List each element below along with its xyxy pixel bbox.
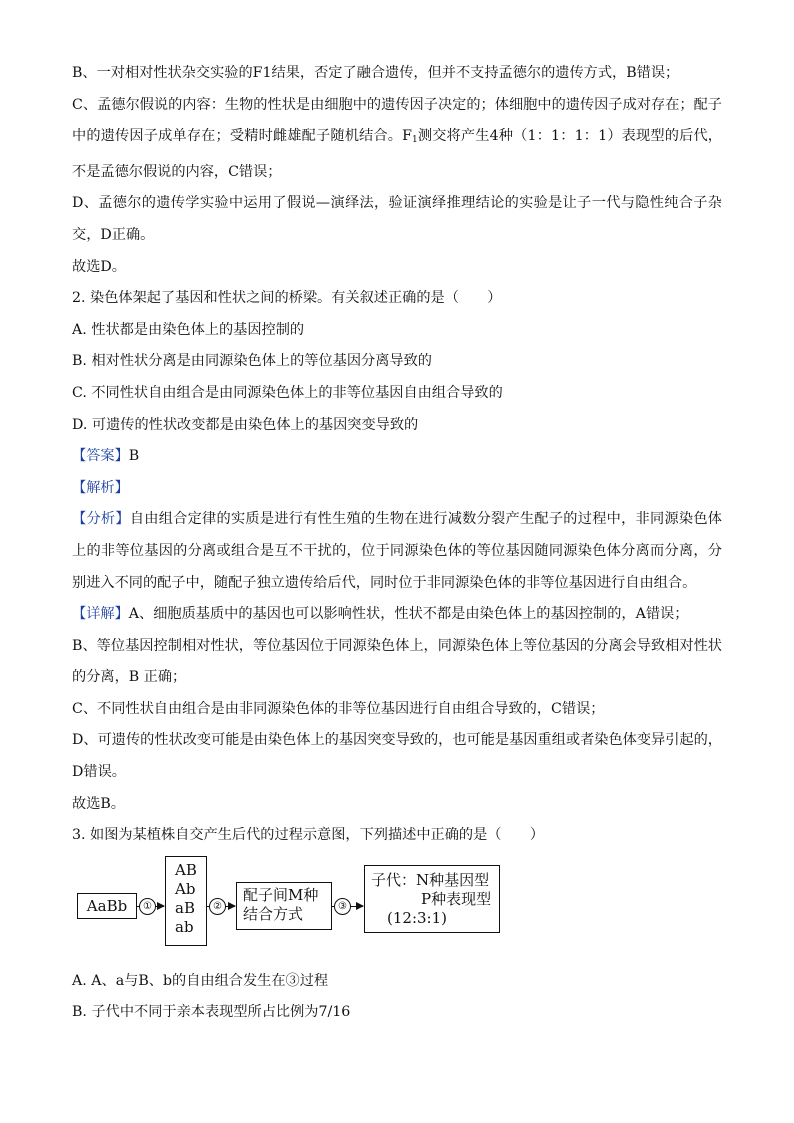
step-3-marker: ③ (334, 898, 351, 915)
q1-conclusion: 故选D。 (72, 258, 126, 275)
xiangjie-text: A、细胞质基质中的基因也可以影响性状，性状不都是由染色体上的基因控制的，A错误； (128, 606, 689, 623)
q3-stem: 3. 如图为某植株自交产生后代的过程示意图，下列描述中正确的是（ ） (72, 827, 545, 844)
explanation-line-c-part2: 测交将产生4种（1：1：1：1）表现型的后代，不是孟德尔假说的内容，C错误； (72, 128, 722, 180)
combination-line-1: 配子间M种 (243, 885, 319, 904)
q2-option-c: C. 不同性状自由组合是由同源染色体上的非等位基因自由组合导致的 (72, 384, 503, 401)
q2-option-b: B. 相对性状分离是由同源染色体上的等位基因分离导致的 (72, 353, 432, 370)
document-page (72, 58, 722, 1029)
q3-option-a: A. A、a与B、b的自由组合发生在③过程 (72, 972, 329, 989)
q2-option-d: D. 可遗传的性状改变都是由染色体上的基因突变导致的 (72, 416, 419, 433)
combination-line-2: 结合方式 (243, 904, 304, 923)
q2-analysis-text (72, 504, 722, 599)
fenxi-tag: 【分析】 (72, 511, 130, 528)
subscript-1: 1 (411, 135, 418, 146)
q2-conclusion: 故选B。 (72, 795, 125, 812)
gamete-2: Ab (175, 879, 196, 898)
gamete-1: AB (175, 860, 197, 879)
fenxi-text: 自由组合定律的实质是进行有性生殖的生物在进行减数分裂产生配子的过程中，非同源染色体上的非等位基因的分离或组合是互不干扰的，位于同源染色体的等位基因随同源染色体分离而分离，分别进入不同的配子中，随配子独立遗传给后代，同时位于非同源染色体的非等位基因进行自由组合。 (72, 511, 722, 591)
xiangjie-tag: 【详解】 (72, 606, 129, 623)
answer-value: B (128, 448, 140, 465)
offspring-genotypes: 子代：N种基因型 (371, 870, 490, 889)
q2-analysis-heading (72, 473, 722, 505)
explanation-line-d: D、孟德尔的遗传学实验中运用了假说—演绎法，验证演绎推理结论的实验是让子一代与隐性纯合子杂交，D正确。 (72, 195, 722, 243)
q2-detail-a (72, 599, 722, 631)
q2-option-a: A. 性状都是由染色体上的基因控制的 (72, 321, 305, 338)
combination-box (236, 882, 332, 930)
step-1-marker: ① (139, 898, 156, 915)
q2-stem: 2. 染色体架起了基因和性状之间的桥梁。有关叙述正确的是（ ） (72, 290, 502, 307)
gamete-4: ab (175, 917, 194, 936)
explanation-line-c-part1: C、孟德尔假说的内容：生物的性状是由细胞中的遗传因子决定的；体细胞中的遗传因子成对存在；配子中的遗传因子成单存在；受精时雌雄配子随机结合。F (72, 96, 722, 145)
q2-detail-b: B、等位基因控制相对性状，等位基因位于同源染色体上，同源染色体上等位基因的分离会导致相对性状的分离，B 正确； (72, 637, 722, 686)
offspring-ratio: (12:3:1) (387, 908, 447, 927)
answer-tag: 【答案】 (72, 448, 129, 465)
q3-option-b: B. 子代中不同于亲本表现型所占比例为7/16 (72, 1004, 351, 1021)
selfing-process-diagram (72, 856, 722, 964)
q2-detail-d: D、可遗传的性状改变可能是由染色体上的基因突变导致的，也可能是基因重组或者染色体变异引起的，D错误。 (72, 732, 722, 781)
offspring-phenotypes: P种表现型 (421, 889, 492, 908)
gamete-3: aB (175, 898, 195, 917)
explanation-line-c (72, 90, 722, 189)
parent-genotype-box: AaBb (77, 893, 137, 919)
step-2-marker: ② (209, 898, 226, 915)
gametes-box (165, 856, 207, 946)
q2-answer (72, 441, 722, 473)
analysis-tag: 【解析】 (72, 479, 129, 496)
q2-detail-c: C、不同性状自由组合是由非同源染色体的非等位基因进行自由组合导致的，C错误； (72, 700, 605, 717)
offspring-box (364, 865, 500, 933)
explanation-line-b: B、一对相对性状杂交实验的F1结果，否定了融合遗传，但并不支持孟德尔的遗传方式，B错误； (72, 65, 680, 81)
